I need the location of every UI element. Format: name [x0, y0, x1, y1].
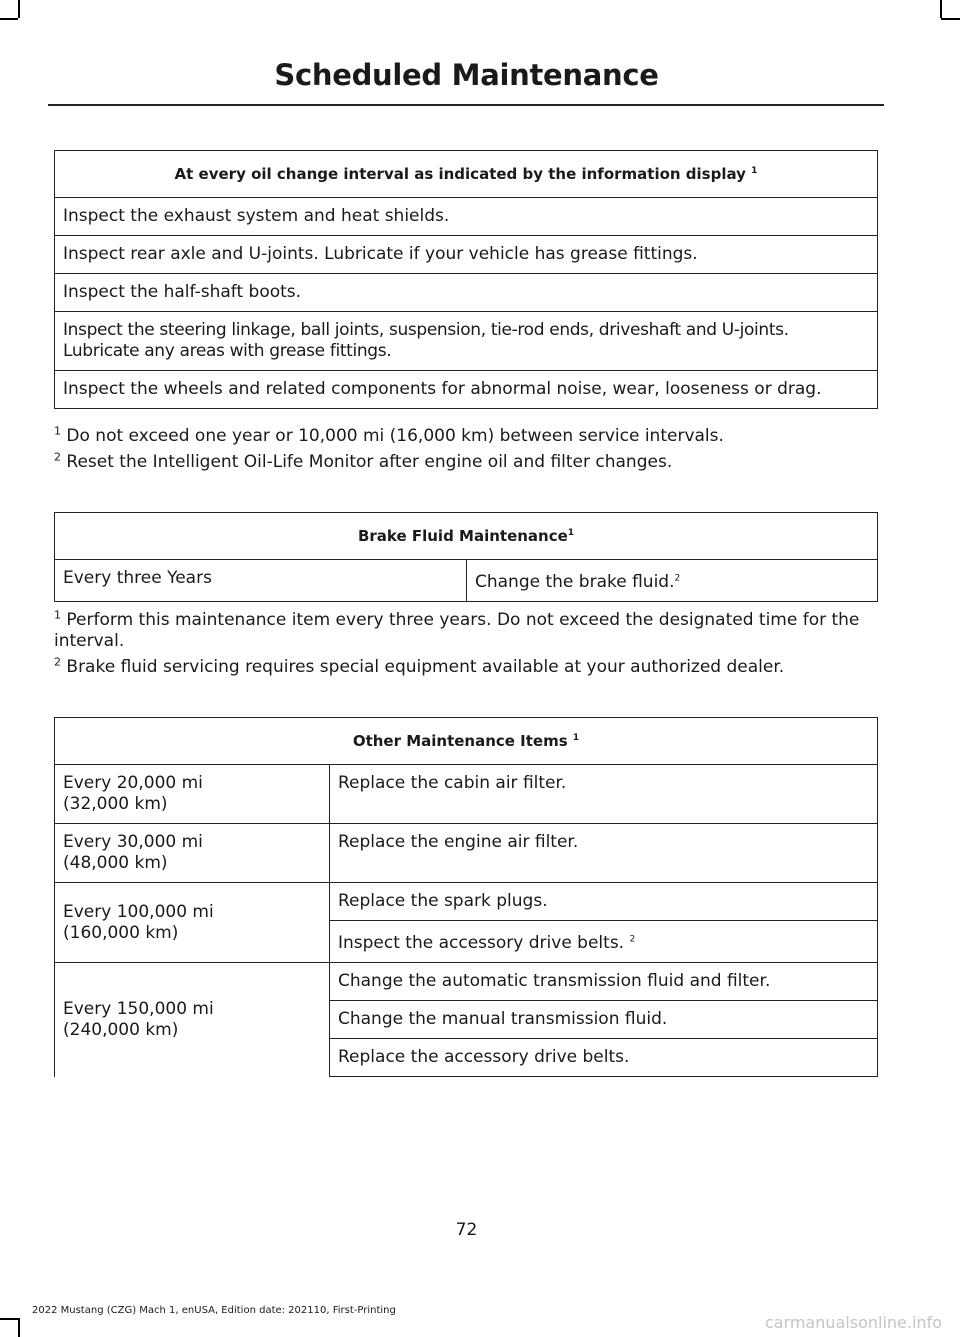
action-cell: Replace the cabin air filter.: [330, 765, 878, 824]
table-cell: Inspect rear axle and U-joints. Lubricate if your vehicle has grease fittings.: [55, 236, 878, 274]
action-text: Inspect the accessory drive belts.: [338, 933, 625, 953]
table-header-row: [55, 513, 878, 560]
table-row: [55, 236, 878, 274]
table-row: [55, 883, 878, 921]
footnote: [54, 426, 884, 447]
action-cell: [467, 560, 878, 602]
action-cell: Replace the engine air filter.: [330, 824, 878, 883]
table-header-text: At every oil change interval as indicated by the information display: [174, 164, 746, 183]
page-number: 72: [455, 1220, 478, 1240]
table-row: [55, 274, 878, 312]
action-cell: Change the automatic transmission fluid and filter.: [330, 963, 878, 1001]
table-header: [55, 513, 878, 560]
table-header-text: Other Maintenance Items: [352, 731, 568, 750]
footnote: [54, 610, 884, 652]
table-header-text: Brake Fluid Maintenance: [357, 526, 568, 545]
action-cell: Replace the spark plugs.: [330, 883, 878, 921]
footnote-text: Brake fluid servicing requires special equipment available at your authorized dealer.: [61, 657, 785, 677]
table-row: [55, 824, 878, 883]
edition-footer: 2022 Mustang (CZG) Mach 1, enUSA, Edition date: 202110, First-Printing: [32, 1305, 396, 1316]
interval-miles: Every 150,000 mi: [63, 998, 214, 1019]
footnote-mark: 2: [54, 450, 61, 464]
interval-km: (32,000 km): [63, 794, 168, 814]
interval-miles: Every 100,000 mi: [63, 901, 214, 922]
interval-cell: [55, 824, 330, 883]
brake-fluid-footnotes: [54, 610, 884, 683]
footnote-text: Do not exceed one year or 10,000 mi (16,000 km) between service intervals.: [61, 426, 724, 446]
footnote-mark: 1: [54, 424, 61, 438]
table-header: [55, 151, 878, 198]
crop-mark: [0, 1318, 18, 1320]
interval-km: (240,000 km): [63, 1019, 179, 1040]
table-row: [55, 765, 878, 824]
oil-change-table: [54, 150, 878, 409]
action-cell: Replace the accessory drive belts.: [330, 1039, 878, 1077]
footnote-ref: 2: [674, 573, 681, 584]
footnote-mark: 2: [54, 655, 61, 669]
footnote-mark: 1: [54, 608, 61, 622]
table-cell: Inspect the wheels and related components for abnormal noise, wear, looseness or drag.: [55, 371, 878, 409]
table-row: [55, 312, 878, 371]
crop-mark: [18, 1318, 20, 1337]
brake-fluid-table: [54, 512, 878, 602]
watermark: carmanualsonline.info: [764, 1313, 942, 1332]
footnote-ref: 1: [751, 165, 758, 176]
table-header: [55, 718, 878, 765]
page-title: Scheduled Maintenance: [274, 58, 659, 92]
footnote: [54, 452, 884, 473]
footnote-ref: 2: [629, 934, 636, 945]
interval-cell: [55, 765, 330, 824]
table-cell: Inspect the half-shaft boots.: [55, 274, 878, 312]
table-row: [55, 371, 878, 409]
footnote-ref: 1: [572, 732, 580, 743]
table-cell: Inspect the steering linkage, ball joints, suspension, tie-rod ends, driveshaft and U-joints. Lubricate any areas with grease fittings.: [55, 312, 878, 371]
table-cell: Inspect the exhaust system and heat shields.: [55, 198, 878, 236]
oil-change-footnotes: [54, 426, 884, 478]
interval-km: (48,000 km): [63, 853, 168, 873]
footnote-ref: 1: [567, 527, 575, 538]
interval-cell: [55, 963, 330, 1077]
interval-cell: Every three Years: [55, 560, 467, 602]
table-row: [55, 963, 878, 1001]
crop-mark: [18, 0, 20, 18]
table-row: [55, 560, 878, 602]
footnote-text: Perform this maintenance item every three years. Do not exceed the designated time for the interval.: [54, 610, 860, 651]
other-maintenance-table: [54, 717, 878, 1077]
action-cell: Change the manual transmission fluid.: [330, 1001, 878, 1039]
table-row: [55, 198, 878, 236]
footnote-text: Reset the Intelligent Oil-Life Monitor after engine oil and filter changes.: [61, 452, 673, 472]
table-header-row: [55, 718, 878, 765]
crop-mark: [941, 18, 960, 20]
interval-cell: [55, 883, 330, 963]
footnote: [54, 657, 884, 678]
interval-miles: Every 20,000 mi: [63, 773, 203, 793]
interval-miles: Every 30,000 mi: [63, 832, 203, 852]
action-text: Change the brake fluid.: [475, 572, 675, 592]
interval-km: (160,000 km): [63, 922, 179, 943]
table-header-row: [55, 151, 878, 198]
action-cell: [330, 921, 878, 963]
crop-mark: [0, 18, 18, 20]
crop-mark: [940, 0, 942, 18]
title-divider: [48, 104, 884, 106]
